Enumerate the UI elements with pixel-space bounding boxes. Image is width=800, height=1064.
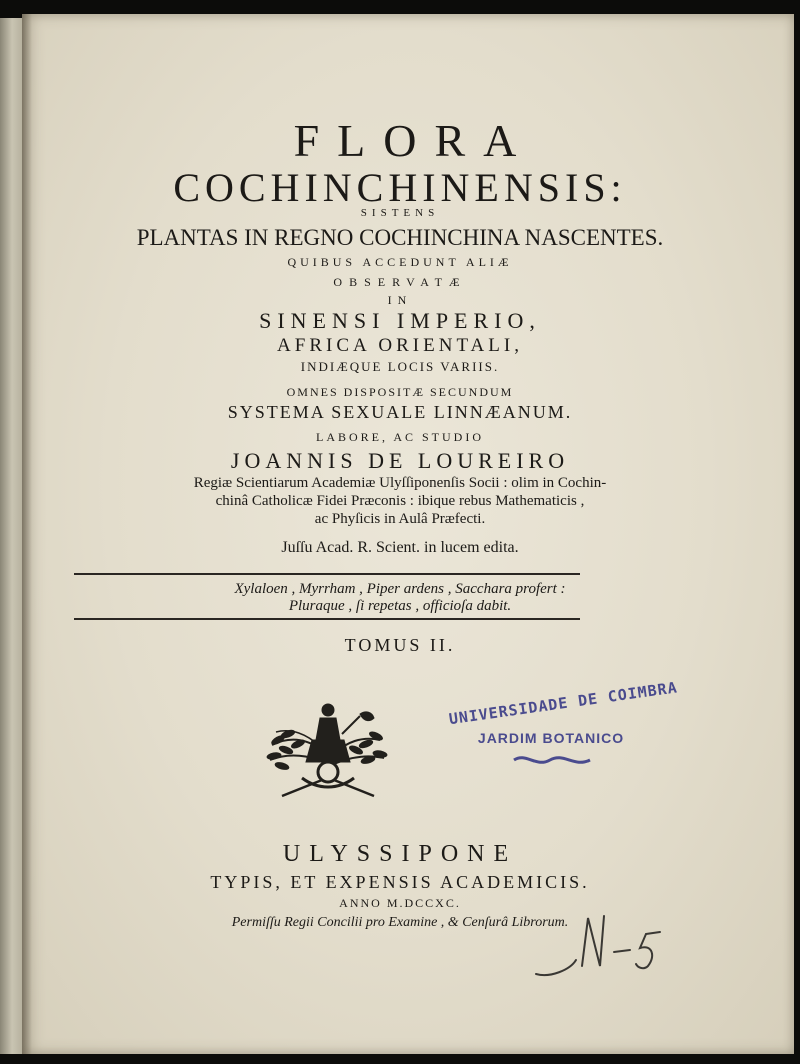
author-affiliation-line-2: chinâ Catholicæ Fidei Præconis : ibique rebus Mathematicis , [215, 493, 585, 509]
subtitle-quibus: QUIBUS ACCEDUNT ALIÆ [287, 255, 513, 269]
stamp-line-1: UNIVERSIDADE DE COIMBRA [447, 678, 679, 729]
stamp-flourish [512, 752, 592, 768]
handwritten-shelfmark [530, 908, 670, 988]
subtitle-sinensi: SINENSI IMPERIO, [259, 308, 541, 333]
imprint-permission: Permiſſu Regii Concilii pro Examine , & Cenſurâ Librorum. [231, 915, 569, 930]
subtitle-labore: LABORE, AC STUDIO [315, 430, 484, 444]
volume-label: TOMUS II. [344, 635, 456, 655]
author-name: JOANNIS DE LOUREIRO [230, 448, 570, 473]
printers-ornament [262, 700, 394, 800]
author-affiliation-line-3: ac Phyſicis in Aulâ Præfecti. [314, 511, 486, 527]
motto-rule-bottom [74, 618, 580, 620]
subtitle-indiae: INDIÆQUE LOCIS VARIIS. [300, 359, 500, 374]
motto-rule-top [74, 573, 580, 575]
imprint-city: ULYSSIPONE [282, 841, 518, 867]
motto-line-2: Pluraque , ſi repetas , officioſa dabit. [288, 598, 512, 614]
subtitle-in: IN [387, 293, 413, 307]
subtitle-systema: SYSTEMA SEXUALE LINNÆANUM. [227, 402, 573, 422]
subtitle-sistens: SISTENS [360, 207, 440, 219]
stamp-line-2: JARDIM BOTANICO [477, 730, 625, 746]
library-stamp [442, 678, 679, 778]
author-affiliation-line-1: Regiæ Scientiarum Academiæ Ulyſſiponenſis Socii : olim in Cochin- [193, 475, 607, 491]
subtitle-observatae: OBSERVATÆ [333, 275, 467, 289]
subtitle-plantas: PLANTAS IN REGNO COCHINCHINA NASCENTES. [136, 225, 664, 250]
title-line-2: COCHINCHINENSIS: [173, 165, 627, 210]
imprint-year: ANNO M.DCCXC. [339, 896, 461, 910]
publication-note: Juſſu Acad. R. Scient. in lucem edita. [281, 539, 519, 556]
subtitle-africa: AFRICA ORIENTALI, [277, 335, 523, 356]
imprint-publisher: TYPIS, ET EXPENSIS ACADEMICIS. [210, 872, 590, 892]
motto-line-1: Xylaloen , Myrrham , Piper ardens , Sacchara profert : [234, 581, 566, 597]
subtitle-omnes: OMNES DISPOSITÆ SECUNDUM [286, 385, 514, 399]
title-line-1: FLORA [293, 115, 535, 166]
